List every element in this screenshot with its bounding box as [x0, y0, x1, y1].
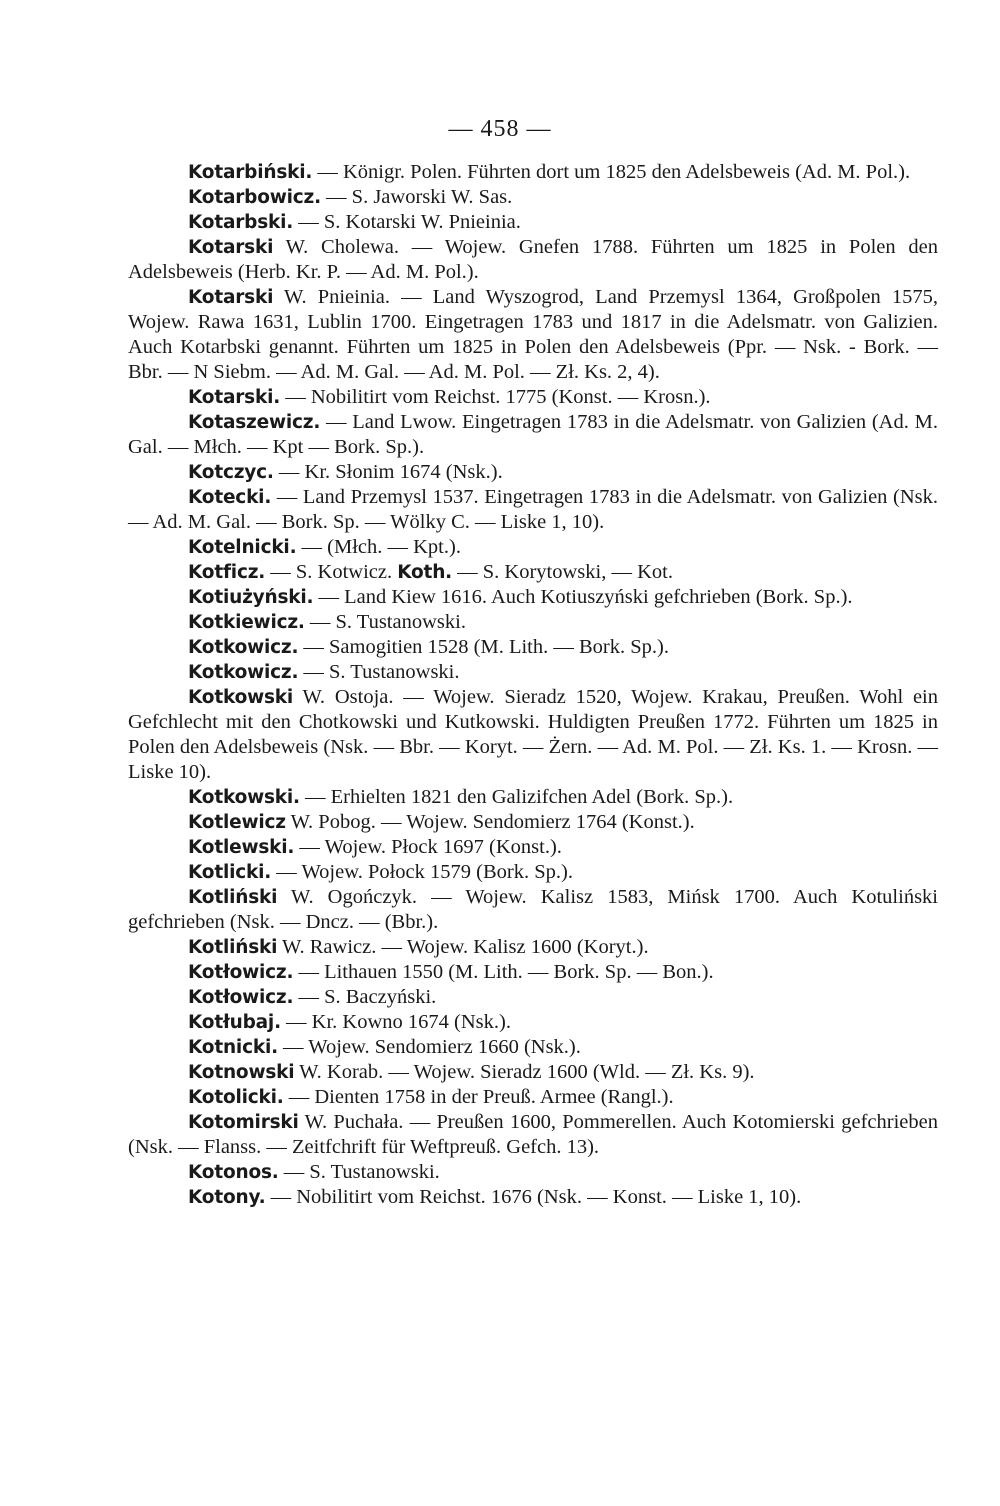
entry-text: — S. Korytowski, — Kot. — [457, 561, 673, 583]
entry-name: Kotlewicz — [188, 812, 286, 833]
entry-name: Kotony. — [188, 1187, 266, 1208]
entry — [128, 460, 938, 485]
entry-name: Kotaszewicz. — [188, 412, 321, 433]
entry — [128, 935, 938, 960]
entry-name: Kotarbski. — [188, 212, 294, 233]
entry-name: Kotkowski — [188, 687, 294, 708]
entry-text: — Land Przemysl 1537. Eingetragen 1783 in die Adelsmatr. von Galizien (Nsk. — Ad. M. Gal. — Bork. Sp. — Wölky C. — Liske 1, 10). — [128, 486, 939, 533]
entry-name: Kotkowicz. — [188, 637, 299, 658]
entry-text: — Wojew. Połock 1579 (Bork. Sp.). — [276, 861, 573, 883]
entry-text: — Dienten 1758 in der Preuß. Armee (Rangl.). — [288, 1086, 674, 1108]
entry-text: — Nobilitirt vom Reichst. 1775 (Konst. — Krosn.). — [285, 386, 711, 408]
entry — [128, 1060, 938, 1085]
entry-list — [128, 160, 938, 1210]
entry-text: — Land Kiew 1616. Auch Kotiuszyński gefchrieben (Bork. Sp.). — [318, 586, 853, 608]
entry-name: Kotnowski — [188, 1062, 295, 1083]
entry — [128, 785, 938, 810]
entry-text: — Samogitien 1528 (M. Lith. — Bork. Sp.). — [303, 636, 669, 658]
entry-name: Kotlicki. — [188, 862, 272, 883]
entry — [128, 1185, 938, 1210]
entry — [128, 385, 938, 410]
entry-name: Kotłowicz. — [188, 962, 294, 983]
entry-name: Kotarbiński. — [188, 162, 313, 183]
entry-name: Kotkowicz. — [188, 662, 299, 683]
entry — [128, 1085, 938, 1110]
entry — [128, 985, 938, 1010]
entry-name: Kotkowski. — [188, 787, 300, 808]
entry — [128, 685, 938, 785]
entry — [128, 1010, 938, 1035]
entry-text: W. Ogończyk. — Wojew. Kalisz 1583, Mińsk 1700. Auch Kotuliński gefchrieben (Nsk. — Dncz. — (Bbr.). — [128, 886, 938, 933]
entry — [128, 235, 938, 285]
entry — [128, 810, 938, 835]
entry-text: W. Korab. — Wojew. Sieradz 1600 (Wld. — Zł. Ks. 9). — [299, 1061, 755, 1083]
entry-name: Kotłowicz. — [188, 987, 294, 1008]
entry-text: — S. Tustanowski. — [309, 611, 466, 633]
entry-text: — Lithauen 1550 (M. Lith. — Bork. Sp. — Bon.). — [298, 961, 714, 983]
entry-name: Kotczyc. — [188, 462, 274, 483]
entry-text: W. Puchała. — Preußen 1600, Pommerellen. Auch Kotomierski gefchrieben (Nsk. — Flanss. — Zeitfchrift für Weftpreuß. Gefch. 13). — [128, 1111, 938, 1158]
entry-text: — Kr. Słonim 1674 (Nsk.). — [278, 461, 503, 483]
entry — [128, 160, 938, 185]
entry-name: Kotliński — [188, 937, 278, 958]
entry-text: — S. Kotarski W. Pnieinia. — [298, 211, 521, 233]
entry — [128, 1160, 938, 1185]
entry-text: — Wojew. Sendomierz 1660 (Nsk.). — [283, 1036, 581, 1058]
entry-name: Koth. — [397, 562, 452, 583]
entry-name: Kotolicki. — [188, 1087, 284, 1108]
entry — [128, 610, 938, 635]
entry-name: Kotlewski. — [188, 837, 295, 858]
entry-text: — S. Jaworski W. Sas. — [326, 186, 513, 208]
entry — [128, 1035, 938, 1060]
entry-text: — Land Lwow. Eingetragen 1783 in die Adelsmatr. von Galizien (Ad. M. Gal. — Młch. — Kpt — Bork. Sp.). — [128, 411, 938, 458]
entry-text: — Königr. Polen. Führten dort um 1825 den Adelsbeweis (Ad. M. Pol.). — [317, 161, 911, 183]
entry-text: — S. Baczyński. — [298, 986, 437, 1008]
entry — [128, 1110, 938, 1160]
entry-text: — Nobilitirt vom Reichst. 1676 (Nsk. — Konst. — Liske 1, 10). — [270, 1186, 802, 1208]
entry-text: — S. Tustanowski. — [283, 1161, 440, 1183]
entry — [128, 485, 938, 535]
entry — [128, 960, 938, 985]
entry-text: W. Pnieinia. — Land Wyszogrod, Land Przemysl 1364, Großpolen 1575, Wojew. Rawa 1631, Lublin 1700. Eingetragen 1783 und 1817 in die Adelsmatr. von Galizien. Auch Kotarbski genannt. Führten um 1825 in Polen den Adelsbeweis (Ppr. — Nsk. - Bork. — Bbr. — N Siebm. — Ad. M. Gal. — Ad. M. Pol. — Zł. Ks. 2, 4). — [128, 286, 939, 383]
entry — [128, 660, 938, 685]
page-number: — 458 — — [448, 116, 552, 142]
entry-text: — S. Tustanowski. — [303, 661, 460, 683]
entry-text: — Wojew. Płock 1697 (Konst.). — [299, 836, 562, 858]
entry-text: W. Ostoja. — Wojew. Sieradz 1520, Wojew. Krakau, Preußen. Wohl ein Gefchlecht mit den Chotkowski und Kutkowski. Huldigten Preußen 1772. Führten um 1825 in Polen den Adelsbeweis (Nsk. — Bbr. — Koryt. — Żern. — Ad. M. Pol. — Zł. Ks. 1. — Krosn. — Liske 10). — [128, 686, 938, 783]
entry — [128, 860, 938, 885]
entry — [128, 410, 938, 460]
entry — [128, 885, 938, 935]
entry-name: Kotomirski — [188, 1112, 299, 1133]
entry — [128, 185, 938, 210]
entry-name: Kotonos. — [188, 1162, 279, 1183]
entry-name: Kotarbowicz. — [188, 187, 321, 208]
entry-name: Kotnicki. — [188, 1037, 278, 1058]
entry-name: Kotficz. — [188, 562, 266, 583]
entry-text: W. Pobog. — Wojew. Sendomierz 1764 (Konst.). — [290, 811, 695, 833]
entry-text: — Kr. Kowno 1674 (Nsk.). — [286, 1011, 511, 1033]
entry-text: — S. Kotwicz. — [270, 561, 393, 583]
entry-name: Kotarski — [188, 287, 274, 308]
entry-text: — Erhielten 1821 den Galizifchen Adel (Bork. Sp.). — [304, 786, 734, 808]
entry — [128, 285, 938, 385]
entry — [128, 835, 938, 860]
entry — [128, 585, 938, 610]
entry-name: Kotliński — [188, 887, 278, 908]
entry — [128, 560, 938, 585]
entry-name: Kotecki. — [188, 487, 272, 508]
entry — [128, 535, 938, 560]
entry-text: W. Cholewa. — Wojew. Gnefen 1788. Führten um 1825 in Polen den Adelsbeweis (Herb. Kr. P. — Ad. M. Pol.). — [128, 236, 938, 283]
entry-text: W. Rawicz. — Wojew. Kalisz 1600 (Koryt.). — [282, 936, 649, 958]
entry-text: — (Młch. — Kpt.). — [301, 536, 461, 558]
entry-name: Kotarski. — [188, 387, 281, 408]
entry — [128, 210, 938, 235]
entry-name: Kotiużyński. — [188, 587, 314, 608]
entry — [128, 635, 938, 660]
entry-name: Kotelnicki. — [188, 537, 297, 558]
entry-name: Kotarski — [188, 237, 274, 258]
entry-name: Kotkiewicz. — [188, 612, 305, 633]
entry-name: Kotłubaj. — [188, 1012, 281, 1033]
